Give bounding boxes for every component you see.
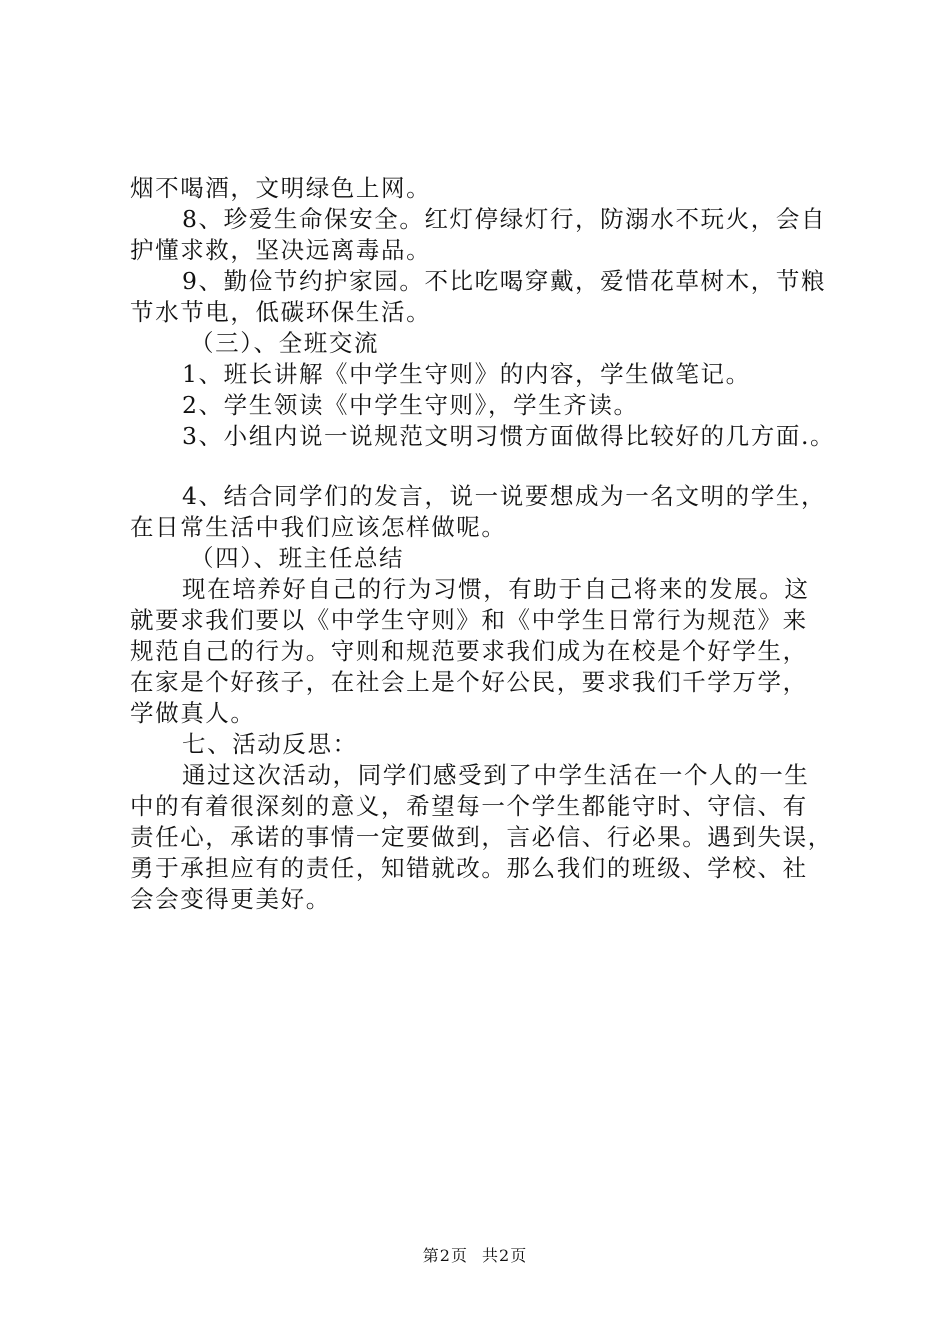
page-number: 第2页 [422, 1246, 468, 1265]
text-line: 节水节电，低碳环保生活。 [130, 298, 432, 326]
paragraph-line: 通过这次活动，同学们感受到了中学生活在一个人的一生 [182, 761, 810, 789]
paragraph-line: 在家是个好孩子，在社会上是个好公民，要求我们千学万学， [130, 668, 808, 696]
paragraph-line: 规范自己的行为。守则和规范要求我们成为在校是个好学生， [130, 637, 808, 665]
list-item-9: 9、勤俭节约护家园。不比吃喝穿戴，爱惜花草树木，节粮 [182, 267, 827, 295]
list-item-3: 3、小组内说一说规范文明习惯方面做得比较好的几方面.。 [182, 422, 836, 450]
text-line: 在日常生活中我们应该怎样做呢。 [130, 513, 507, 541]
list-item-1: 1、班长讲解《中学生守则》的内容，学生做笔记。 [182, 360, 751, 388]
text-line: 烟不喝酒，文明绿色上网。 [130, 174, 432, 202]
list-item-4: 4、结合同学们的发言，说一说要想成为一名文明的学生， [182, 482, 827, 510]
paragraph-line: 中的有着很深刻的意义，希望每一个学生都能守时、守信、有 [130, 792, 808, 820]
paragraph-line: 勇于承担应有的责任，知错就改。那么我们的班级、学校、社 [130, 854, 808, 882]
paragraph-line: 责任心，承诺的事情一定要做到，言必信、行必果。遇到失误， [130, 823, 833, 851]
section-heading-3: （三）、全班交流 [190, 329, 380, 357]
paragraph-gap [130, 452, 850, 481]
page-total: 共2页 [482, 1246, 528, 1265]
paragraph-line: 现在培养好自己的行为习惯，有助于自己将来的发展。这 [182, 575, 810, 603]
section-heading-7: 七、活动反思： [182, 730, 358, 758]
paragraph-line: 学做真人。 [130, 699, 256, 727]
list-item-2: 2、学生领读《中学生守则》，学生齐读。 [182, 391, 639, 419]
list-item-8: 8、珍爱生命保安全。红灯停绿灯行，防溺水不玩火，会自 [182, 205, 827, 233]
text-line: 护懂求救，坚决远离毒品。 [130, 236, 432, 264]
paragraph-line: 就要求我们要以《中学生守则》和《中学生日常行为规范》来 [130, 606, 808, 634]
page-footer [0, 1245, 950, 1267]
document-body [130, 173, 850, 915]
section-heading-4: （四）、班主任总结 [190, 544, 405, 572]
paragraph-line: 会会变得更美好。 [130, 885, 331, 913]
